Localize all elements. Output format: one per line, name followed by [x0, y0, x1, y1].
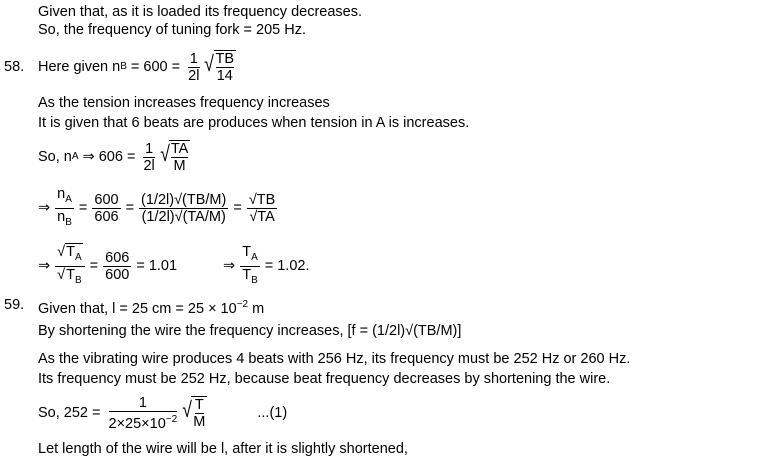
text-line-frequency: So, the frequency of tuning fork = 205 Hz.: [38, 22, 307, 38]
eq-252-pre: So, 252 =: [38, 405, 105, 421]
eq-na-rden: M: [173, 158, 186, 174]
eq-58-intro: Here given n: [38, 59, 121, 75]
ratio2-frac-t: [240, 244, 260, 289]
ratio2-ta-sub: A: [74, 251, 82, 263]
sqrt-icon: √: [204, 51, 215, 76]
ratio1-b-den: 606: [94, 208, 119, 225]
ratio1-frac-b: [92, 192, 120, 225]
ratio1-d-num: √TB: [248, 191, 276, 208]
eq-na-mid: ⇒ 606 =: [78, 149, 140, 165]
implies-arrow: ⇒: [38, 200, 51, 216]
eq-na-sub: A: [71, 151, 79, 162]
ratio2-tb: T: [66, 266, 75, 283]
ratio1-frac-c: [139, 192, 228, 225]
ratio1-c-num: (1/2l)√(TB/M): [141, 191, 227, 208]
eq-na-rnum: TA: [170, 141, 189, 157]
eq-252-rnum: T: [194, 397, 204, 413]
eq-na: [38, 138, 190, 176]
equals-sign: =: [89, 258, 99, 274]
eq-252-fraction: [107, 395, 180, 432]
eq-252-fden-sup: −2: [165, 413, 178, 425]
question-number-59: 59.: [4, 297, 25, 313]
implies-arrow: ⇒: [38, 258, 51, 274]
ratio2-g-den: T: [242, 266, 252, 283]
text-line-252: Its frequency must be 252 Hz, because beat frequency decreases by shortening the wire.: [38, 371, 611, 387]
eq-58-rnum: TB: [215, 51, 235, 67]
eq-na-fnum: 1: [145, 140, 154, 157]
sqrt-icon: √: [182, 397, 193, 422]
eq-252-tag: ...(1): [257, 405, 288, 421]
eq-na-pre: So, n: [38, 149, 72, 165]
text-line-length: Let length of the wire will be l, after it is slightly shortened,: [38, 441, 408, 457]
ratio1-a-num-sub: A: [65, 193, 72, 205]
eq-58: [38, 48, 236, 86]
ratio2-tb-sub: B: [74, 274, 82, 286]
eq-252-fnum: 1: [109, 395, 177, 412]
eq-59-sup: −2: [236, 299, 249, 310]
eq-na-fden: 2l: [143, 157, 155, 174]
ratio1-a-num: n: [57, 185, 66, 202]
ratio2-g-num-sub: A: [251, 251, 258, 263]
ratio1-d-den: √TA: [249, 208, 275, 225]
text-line-beats: It is given that 6 beats are produces when tension in A is increases.: [38, 115, 470, 131]
ratio2-f-num: 606: [105, 249, 130, 266]
text-line-shortening: By shortening the wire the frequency increases, [f = (1/2l)√(TB/M)]: [38, 323, 462, 339]
eq-252-fden: 2×25×10: [108, 415, 166, 432]
eq-58-eq: = 600 =: [126, 59, 185, 75]
eq-58-fraction: [186, 51, 201, 84]
eq-59: [38, 296, 264, 318]
ratio2-f-den: 600: [105, 266, 130, 283]
eq-59-unit: m: [248, 300, 265, 317]
ratio2-frac-sqrt: $\frac{√T_A}{√T_B}$: [55, 244, 85, 289]
eq-na-fraction: [141, 141, 156, 174]
ratio1-frac-d: [247, 192, 278, 225]
eq-58-sqrt: [203, 50, 236, 84]
ratio2-g-den-sub: B: [251, 274, 258, 286]
ratio2-frac-num: [103, 250, 131, 283]
ratio2-g-num: T: [242, 243, 252, 260]
eq-ratio-2: [38, 243, 310, 286]
text-line-tension: As the tension increases frequency increases: [38, 95, 330, 111]
text-line-vibrating: As the vibrating wire produces 4 beats with 256 Hz, its frequency must be 252 Hz or 260 Hz.: [38, 351, 631, 367]
ratio1-c-den: (1/2l)√(TA/M): [141, 208, 226, 225]
question-number-58: 58.: [4, 59, 25, 75]
eq-252: [38, 392, 287, 434]
eq-na-sqrt: [159, 140, 191, 174]
eq-252-sqrt: [181, 396, 207, 430]
ratio1-a-den: n: [57, 208, 66, 225]
eq-252-rden: M: [193, 414, 206, 430]
sqrt-icon: √: [159, 141, 170, 166]
eq-58-sub: B: [120, 61, 127, 72]
eq-59-text: Given that, l = 25 cm = 25 × 10: [38, 300, 237, 317]
ratio2-result: = 1.01: [136, 258, 178, 274]
implies-arrow: ⇒: [223, 258, 236, 274]
eq-58-rden: 14: [216, 68, 233, 84]
ratio1-a-den-sub: B: [65, 216, 72, 228]
eq-ratio-1: [38, 185, 279, 228]
ratio1-frac-a: [55, 186, 74, 231]
text-line-loaded: Given that, as it is loaded its frequency decreases.: [38, 4, 363, 20]
equals-sign: =: [233, 200, 242, 216]
equals-sign: =: [78, 200, 88, 216]
ratio1-b-num: 600: [94, 191, 119, 208]
equals-sign: =: [125, 200, 135, 216]
eq-58-fnum: 1: [189, 50, 198, 67]
ratio2-result-2: = 1.02.: [264, 258, 310, 274]
eq-58-fden: 2l: [188, 67, 200, 84]
ratio2-ta: T: [66, 243, 75, 260]
